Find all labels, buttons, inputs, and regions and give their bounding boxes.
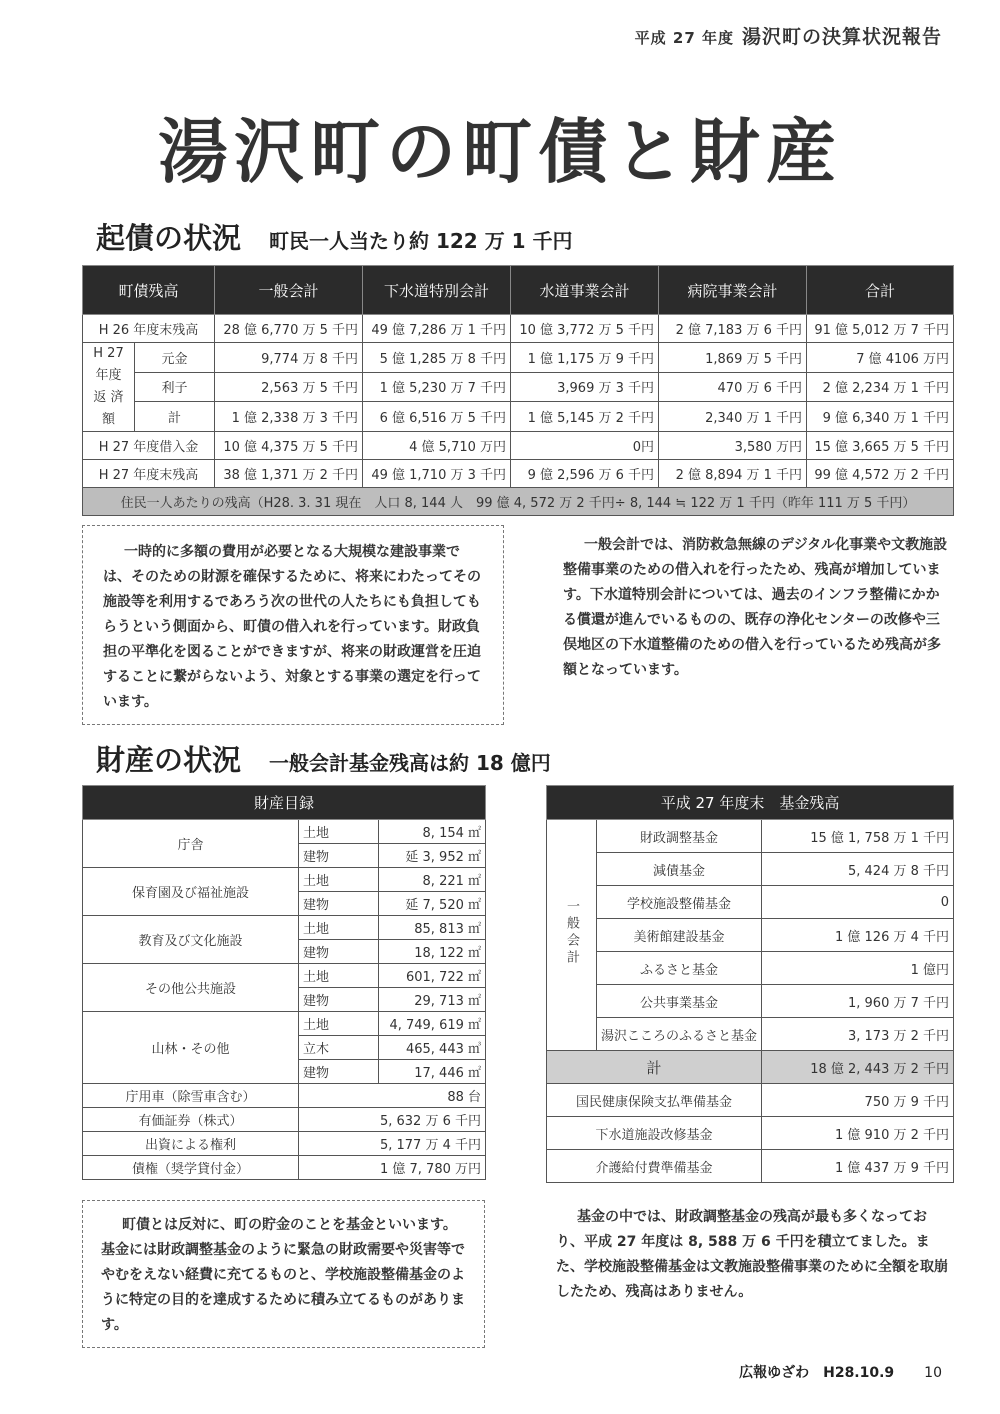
table-cell: 2 億 7,183 万 6 千円 [659,315,807,343]
property-value: 465, 443 ㎥ [379,1036,486,1060]
fund-explanation-box [82,1200,485,1348]
property-single-name: 出資による権利 [83,1132,299,1156]
table-cell: 1 億 2,338 万 3 千円 [215,402,363,432]
table-header-row [83,266,954,315]
header-year: 平成 27 年度 [634,29,734,47]
property-type: 建物 [299,988,379,1012]
section-heading-debt [96,216,573,257]
debt-commentary-text: 一般会計では、消防救急無線のデジタル化事業や文教施設整備事業のための借入れを行ったため、残高が増加しています。下水道特別会計については、過去のインフラ整備にかかる償還が進んでいるものの、既存の浄化センターの改修や三俣地区の下水道整備のための借入を行っているため残高が多額となっています。 [563,537,948,678]
table-cell: 1 億 5,145 万 2 千円 [511,402,659,432]
property-single-name: 有価証券（株式） [83,1108,299,1132]
section-subtitle: 一般会計基金残高は約 18 億円 [269,751,551,775]
table-cell: 10 億 3,772 万 5 千円 [511,315,659,343]
table-cell: 5 億 1,285 万 8 千円 [363,343,511,373]
fund-table [546,785,954,1183]
fund-value: 3, 173 万 2 千円 [762,1018,954,1051]
property-value: 1 億 7, 780 万円 [299,1156,486,1180]
table-cell: 38 億 1,371 万 2 千円 [215,460,363,488]
table-cell: 49 億 7,286 万 1 千円 [363,315,511,343]
header-text: 湯沢町の決算状況報告 [741,26,942,48]
property-table-header: 財産目録 [83,786,486,820]
table-cell: 2,563 万 5 千円 [215,372,363,402]
fund-name: 美術館建設基金 [597,919,762,952]
table-row [547,952,954,985]
table-row [83,1108,486,1132]
fund-group-cell [547,820,597,1051]
table-row [547,1018,954,1051]
debt-table [82,265,954,516]
table-row [547,1150,954,1183]
page-footer [739,1362,942,1382]
table-cell: 2,340 万 1 千円 [659,402,807,432]
table-row [83,343,954,373]
property-value: 4, 749, 619 ㎡ [379,1012,486,1036]
column-header: 一般会計 [215,266,363,315]
table-row [83,1012,486,1036]
fund-group-label: 一般会計 [564,899,579,967]
section-title: 起債の状況 [96,221,242,255]
table-cell: 49 億 1,710 万 3 千円 [363,460,511,488]
debt-commentary [563,533,948,683]
table-cell: 9,774 万 8 千円 [215,343,363,373]
fund-name: 公共事業基金 [597,985,762,1018]
table-cell: 1 億 5,230 万 7 千円 [363,372,511,402]
table-cell: 91 億 5,012 万 7 千円 [807,315,954,343]
table-row [547,820,954,853]
publication-name: 広報ゆざわ H28.10.9 [739,1365,895,1381]
property-value: 5, 177 万 4 千円 [299,1132,486,1156]
table-cell: 1 億 1,175 万 9 千円 [511,343,659,373]
table-row [83,916,486,940]
property-group-name: 庁舎 [83,820,299,868]
fund-name: 介護給付費準備基金 [547,1150,762,1183]
fund-table-header: 平成 27 年度末 基金残高 [547,786,954,820]
property-type: 建物 [299,1060,379,1084]
property-value: 8, 154 ㎡ [379,820,486,844]
fund-name: 減債基金 [597,853,762,886]
property-single-name: 庁用車（除雪車含む） [83,1084,299,1108]
row-label: 計 [135,402,215,432]
property-value: 延 3, 952 ㎡ [379,844,486,868]
fund-value: 1 億 437 万 9 千円 [762,1150,954,1183]
debt-explanation-text: 一時的に多額の費用が必要となる大規模な建設事業では、そのための財源を確保するために、将来にわたってその施設等を利用するであろう次の世代の人たちにも負担してもらうという側面から、町債の借入れを行っています。財政負担の平準化を図ることができますが、将来の財政運営を圧迫することに繋がらないよう、対象とする事業の選定を行っています。 [103,544,481,710]
table-row [83,1084,486,1108]
page-number: 10 [924,1365,942,1381]
table-row [83,372,954,402]
table-row [83,1156,486,1180]
property-value: 601, 722 ㎡ [379,964,486,988]
property-value: 88 台 [299,1084,486,1108]
table-cell: 4 億 5,710 万円 [363,432,511,460]
property-type: 土地 [299,916,379,940]
property-type: 土地 [299,820,379,844]
table-cell: 2 億 2,234 万 1 千円 [807,372,954,402]
section-heading-assets [96,738,551,779]
fund-value: 5, 424 万 8 千円 [762,853,954,886]
property-type: 土地 [299,868,379,892]
table-cell: 1,869 万 5 千円 [659,343,807,373]
property-group-name: その他公共施設 [83,964,299,1012]
property-type: 土地 [299,1012,379,1036]
fund-total-value: 18 億 2, 443 万 2 千円 [762,1051,954,1084]
property-value: 29, 713 ㎡ [379,988,486,1012]
property-group-name: 教育及び文化施設 [83,916,299,964]
fund-total-label: 計 [547,1051,762,1084]
table-row [83,402,954,432]
table-cell: 6 億 6,516 万 5 千円 [363,402,511,432]
table-row [83,964,486,988]
property-type: 建物 [299,892,379,916]
fund-commentary-text: 基金の中では、財政調整基金の残高が最も多くなっており、平成 27 年度は 8, 588 万 6 千円を積立てました。また、学校施設整備基金は文教施設整備事業のために全額を取崩したため、残高はありません。 [556,1209,948,1300]
property-value: 17, 446 ㎡ [379,1060,486,1084]
fund-name: 湯沢こころのふるさと基金 [597,1018,762,1051]
section-title: 財産の状況 [96,743,242,777]
row-label: 元金 [135,343,215,373]
table-row [547,1117,954,1150]
debt-explanation-box [82,525,504,725]
row-label: H 27 年度借入金 [83,432,215,460]
table-row [83,868,486,892]
table-cell: 9 億 2,596 万 6 千円 [511,460,659,488]
table-cell: 99 億 4,572 万 2 千円 [807,460,954,488]
fund-name: 下水道施設改修基金 [547,1117,762,1150]
property-group-name: 保育園及び福祉施設 [83,868,299,916]
table-row [547,919,954,952]
column-header: 町債残高 [83,266,215,315]
property-type: 土地 [299,964,379,988]
table-cell: 10 億 4,375 万 5 千円 [215,432,363,460]
table-cell: 28 億 6,770 万 5 千円 [215,315,363,343]
fund-name: 財政調整基金 [597,820,762,853]
property-type: 立木 [299,1036,379,1060]
column-header: 合計 [807,266,954,315]
fund-value: 1 億円 [762,952,954,985]
property-value: 85, 813 ㎡ [379,916,486,940]
row-label: H 27 年度末残高 [83,460,215,488]
fund-name: ふるさと基金 [597,952,762,985]
fund-commentary [556,1205,948,1305]
table-row [547,1084,954,1117]
page-title: 湯沢町の町債と財産 [158,110,842,193]
table-cell: 7 億 4106 万円 [807,343,954,373]
table-cell: 15 億 3,665 万 5 千円 [807,432,954,460]
table-cell: 0円 [511,432,659,460]
table-row [83,315,954,343]
fund-value: 1 億 910 万 2 千円 [762,1117,954,1150]
table-cell: 470 万 6 千円 [659,372,807,402]
fund-value: 1, 960 万 7 千円 [762,985,954,1018]
table-row [547,886,954,919]
property-type: 建物 [299,940,379,964]
table-row [83,460,954,488]
property-value: 18, 122 ㎡ [379,940,486,964]
fund-name: 国民健康保険支払準備基金 [547,1084,762,1117]
fund-explanation-text: 町債とは反対に、町の貯金のことを基金といいます。基金には財政調整基金のように緊急の財政需要や災害等でやむをえない経費に充てるものと、学校施設整備基金のように特定の目的を達成するために積み立てるものがあります。 [101,1217,465,1333]
table-cell: 2 億 8,894 万 1 千円 [659,460,807,488]
table-row [547,853,954,886]
property-single-name: 債権（奨学貸付金） [83,1156,299,1180]
fund-total-row [547,1051,954,1084]
fund-value: 0 [762,886,954,919]
table-cell: 3,580 万円 [659,432,807,460]
table-row [547,985,954,1018]
table-row [83,1132,486,1156]
property-value: 延 7, 520 ㎡ [379,892,486,916]
table-footnote: 住民一人あたりの残高（H28. 3. 31 現在 人口 8, 144 人 99 億 4, 572 万 2 千円÷ 8, 144 ≒ 122 万 1 千円（昨年 111 万 5 千円） [83,488,954,516]
table-row [83,432,954,460]
fund-value: 1 億 126 万 4 千円 [762,919,954,952]
column-header: 病院事業会計 [659,266,807,315]
property-type: 建物 [299,844,379,868]
column-header: 水道事業会計 [511,266,659,315]
row-group-label: H 27 年度 返 済 額 [83,343,135,432]
table-cell: 9 億 6,340 万 1 千円 [807,402,954,432]
table-footnote-row [83,488,954,516]
header-title [635,22,942,49]
table-row [83,820,486,844]
table-cell: 3,969 万 3 千円 [511,372,659,402]
fund-value: 750 万 9 千円 [762,1084,954,1117]
property-value: 8, 221 ㎡ [379,868,486,892]
section-subtitle: 町民一人当たり約 122 万 1 千円 [269,229,573,253]
column-header: 下水道特別会計 [363,266,511,315]
fund-name: 学校施設整備基金 [597,886,762,919]
row-label: 利子 [135,372,215,402]
property-value: 5, 632 万 6 千円 [299,1108,486,1132]
row-label: H 26 年度末残高 [83,315,215,343]
fund-value: 15 億 1, 758 万 1 千円 [762,820,954,853]
property-table [82,785,486,1180]
property-group-name: 山林・その他 [83,1012,299,1084]
